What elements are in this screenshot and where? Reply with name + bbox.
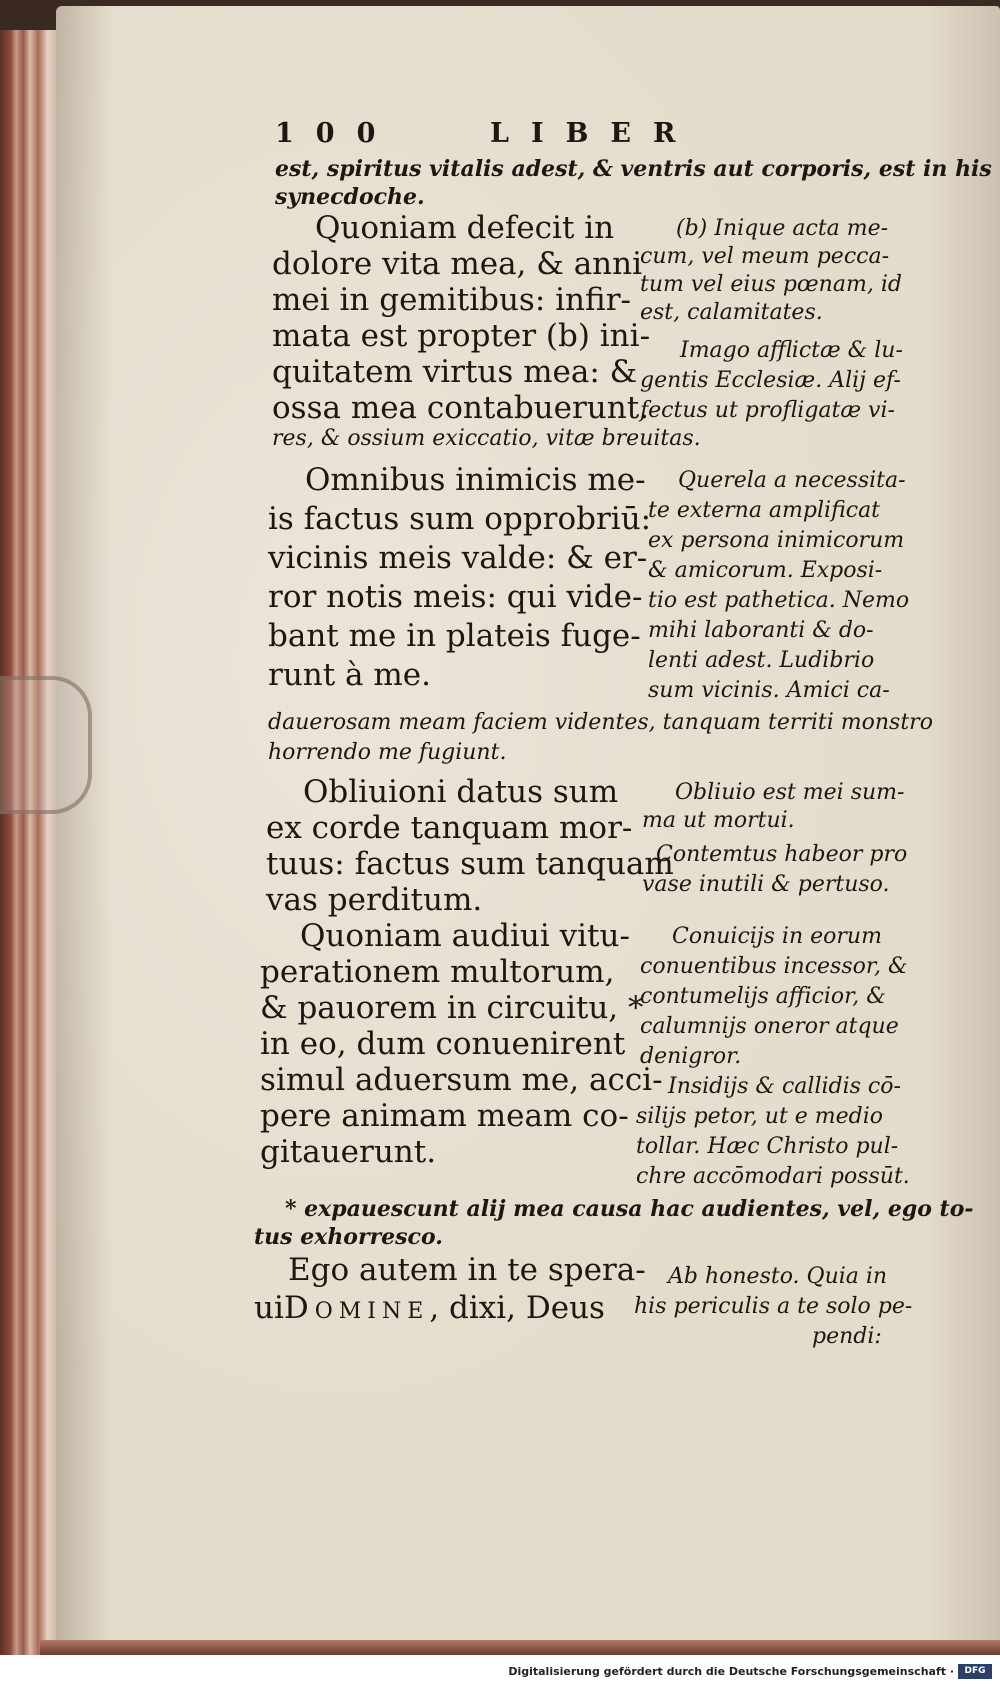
verse-line: mei in gemitibus: infir- bbox=[272, 282, 631, 318]
commentary-line: synecdoche. bbox=[275, 184, 425, 210]
dfg-logo-icon: DFG bbox=[958, 1664, 992, 1679]
verse-line: mata est propter (b) ini- bbox=[272, 318, 651, 354]
verse-line: bant me in plateis fuge- bbox=[268, 618, 641, 654]
verse-line: vas perditum. bbox=[266, 882, 483, 918]
margin-note: Conuicijs in eorum bbox=[672, 924, 882, 949]
margin-note: silijs petor, ut e medio bbox=[636, 1104, 884, 1129]
margin-note: te externa amplificat bbox=[648, 498, 881, 523]
margin-note: Contemtus habeor pro bbox=[656, 842, 908, 867]
margin-note: ma ut mortui. bbox=[642, 808, 795, 833]
running-title: LIBER bbox=[490, 118, 698, 149]
verse-line: ex corde tanquam mor- bbox=[266, 810, 633, 846]
footer-bar bbox=[0, 1655, 1000, 1690]
verse-line: & pauorem in circuitu, * bbox=[260, 990, 644, 1026]
verse-line: ossa mea contabuerunt. bbox=[272, 390, 650, 426]
verse-line: runt à me. bbox=[268, 657, 431, 693]
verse-line: simul aduersum me, acci- bbox=[260, 1062, 663, 1098]
margin-note: est, calamitates. bbox=[640, 300, 823, 325]
verse-line: perationem multorum, bbox=[260, 954, 615, 990]
margin-note: res, & ossium exiccatio, vitæ breuitas. bbox=[272, 426, 701, 451]
verse-line: Quoniam defecit in bbox=[315, 210, 615, 246]
margin-note: pendi: bbox=[812, 1324, 882, 1349]
margin-note: denigror. bbox=[640, 1044, 742, 1069]
page-clip bbox=[0, 676, 92, 814]
verse-line: ror notis meis: qui vide- bbox=[268, 579, 643, 615]
margin-note: tum vel eius pœnam, id bbox=[640, 272, 902, 297]
margin-note: Ab honesto. Quia in bbox=[668, 1264, 888, 1289]
margin-note: gentis Ecclesiæ. Alij ef- bbox=[640, 368, 901, 393]
page-number: 100 bbox=[275, 118, 398, 149]
margin-note: horrendo me fugiunt. bbox=[268, 740, 507, 765]
margin-note: cum, vel meum pecca- bbox=[640, 244, 890, 269]
book-edge bbox=[0, 30, 58, 1655]
verse-line: Quoniam audiui vitu- bbox=[300, 918, 630, 954]
verse-line: Ego autem in te spera- bbox=[288, 1252, 646, 1288]
margin-note: ex persona inimicorum bbox=[648, 528, 905, 553]
margin-note: conuentibus incessor, & bbox=[640, 954, 908, 979]
margin-note: Insidijs & callidis cō- bbox=[668, 1074, 901, 1099]
verse-line: Omnibus inimicis me- bbox=[305, 462, 646, 498]
footnote-line: tus exhorresco. bbox=[254, 1224, 443, 1250]
verse-fragment: , dixi, Deus bbox=[429, 1290, 605, 1326]
verse-line: dolore vita mea, & anni bbox=[272, 246, 643, 282]
verse-fragment: ui bbox=[254, 1290, 284, 1326]
book-bottom-edge bbox=[40, 1640, 1000, 1655]
margin-note: lenti adest. Ludibrio bbox=[648, 648, 875, 673]
verse-line: quitatem virtus mea: & bbox=[272, 354, 638, 390]
margin-note: fectus ut profligatæ vi- bbox=[640, 398, 895, 423]
margin-note: calumnijs oneror atque bbox=[640, 1014, 899, 1039]
verse-line: in eo, dum conuenirent bbox=[260, 1026, 626, 1062]
margin-note: & amicorum. Exposi- bbox=[648, 558, 883, 583]
margin-note: Imago afflictæ & lu- bbox=[680, 338, 903, 363]
margin-note: Querela a necessita- bbox=[678, 468, 906, 493]
margin-note: vase inutili & pertuso. bbox=[642, 872, 890, 897]
margin-note: (b) Inique acta me- bbox=[676, 216, 889, 241]
margin-note: his periculis a te solo pe- bbox=[634, 1294, 913, 1319]
margin-note: dauerosam meam faciem videntes, tanquam territi monstro bbox=[268, 710, 933, 735]
verse-line: tuus: factus sum tanquam bbox=[266, 846, 674, 882]
footnote-line: * expauescunt alij mea causa hac audientes, vel, ego to- bbox=[285, 1196, 974, 1222]
verse-line: pere animam meam co- bbox=[260, 1098, 629, 1134]
margin-note: Obliuio est mei sum- bbox=[675, 780, 905, 805]
verse-line: gitauerunt. bbox=[260, 1134, 437, 1170]
verse-line: is factus sum opprobriū: bbox=[268, 501, 652, 537]
verse-line: Obliuioni datus sum bbox=[303, 774, 619, 810]
verse-line bbox=[254, 1290, 605, 1327]
commentary-line: est, spiritus vitalis adest, & ventris aut corporis, est in his bbox=[275, 156, 992, 182]
verse-line: vicinis meis valde: & er- bbox=[268, 540, 648, 576]
margin-note: chre accōmodari possūt. bbox=[636, 1164, 910, 1189]
margin-note: tio est pathetica. Nemo bbox=[648, 588, 910, 613]
margin-note: contumelijs afficior, & bbox=[640, 984, 886, 1009]
margin-note: tollar. Hæc Christo pul- bbox=[636, 1134, 899, 1159]
funding-credit: Digitalisierung gefördert durch die Deutsche Forschungsgemeinschaft · bbox=[508, 1665, 954, 1678]
small-caps-word: Domine bbox=[283, 1290, 430, 1326]
margin-note: mihi laboranti & do- bbox=[648, 618, 874, 643]
margin-note: sum vicinis. Amici ca- bbox=[648, 678, 890, 703]
